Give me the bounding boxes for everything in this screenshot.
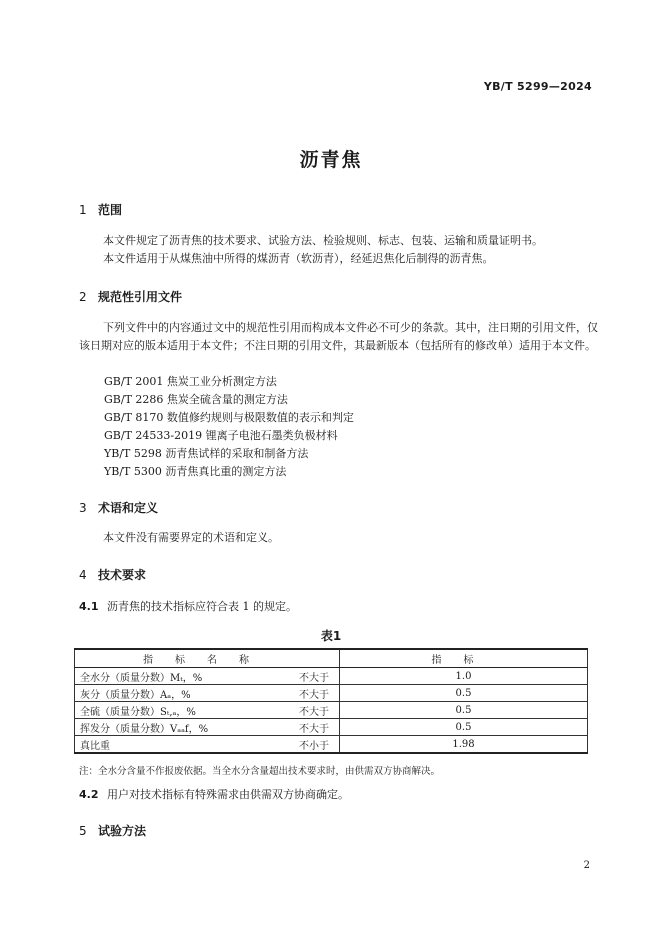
indicator-value: 0.5 (340, 685, 588, 702)
section-title: 试验方法 (98, 824, 147, 838)
page-number: 2 (583, 860, 590, 871)
table-row (75, 736, 588, 754)
section-3-heading (79, 499, 158, 516)
section-4-heading (79, 566, 146, 583)
table-row (75, 668, 588, 685)
reference-item: GB/T 2286 焦炭全硫含量的测定方法 (104, 393, 288, 406)
section-1-heading (79, 201, 122, 218)
section-title: 术语和定义 (98, 501, 159, 515)
indicator-name: 全硫（质量分数）Sₜ,ₐ，% (80, 706, 196, 718)
document-title: 沥青焦 (299, 149, 363, 171)
standard-code: YB/T 5299—2024 (483, 80, 592, 93)
clause-text: 沥青焦的技术指标应符合表 1 的规定。 (107, 600, 297, 613)
indicator-name-cell (75, 668, 340, 685)
reference-item: GB/T 8170 数值修约规则与极限数值的表示和判定 (104, 411, 354, 424)
clause-number: 4.1 (79, 600, 99, 613)
indicator-name-cell (75, 685, 340, 702)
section-title: 规范性引用文件 (98, 290, 183, 304)
limit-qualifier: 不大于 (299, 707, 329, 718)
section-2-paragraph: 下列文件中的内容通过文中的规范性引用而构成本文件必不可少的条款。其中，注日期的引用文件，仅该日期对应的版本适用于本文件；不注日期的引用文件，其最新版本（包括所有的修改单）适用于本文件。 (79, 321, 598, 352)
table-header-row (75, 649, 588, 668)
table-title: 表1 (320, 629, 342, 643)
column-header-name: 指标名称 (75, 649, 340, 668)
clause-4-2 (79, 786, 349, 804)
section-number: 4 (79, 568, 87, 582)
indicator-value: 0.5 (340, 702, 588, 719)
section-1-paragraph-2: 本文件适用于从煤焦油中所得的煤沥青（软沥青），经延迟焦化后制得的沥青焦。 (103, 252, 494, 265)
section-number: 1 (79, 203, 87, 217)
reference-item: GB/T 2001 焦炭工业分析测定方法 (104, 375, 277, 388)
table-row (75, 719, 588, 736)
limit-qualifier: 不大于 (299, 724, 329, 735)
table-row (75, 702, 588, 719)
section-2-heading (79, 288, 182, 305)
section-title: 技术要求 (98, 568, 147, 582)
clause-4-1 (79, 598, 297, 616)
reference-item: GB/T 24533-2019 锂离子电池石墨类负极材料 (104, 429, 338, 442)
indicator-name-cell (75, 719, 340, 736)
section-number: 2 (79, 290, 87, 304)
section-1-paragraph-1: 本文件规定了沥青焦的技术要求、试验方法、检验规则、标志、包装、运输和质量证明书。 (103, 234, 543, 247)
limit-qualifier: 不大于 (299, 673, 329, 684)
indicator-name: 灰分（质量分数）Aₐ，% (80, 689, 191, 701)
clause-number: 4.2 (79, 788, 99, 801)
indicator-name-cell (75, 736, 340, 754)
section-3-paragraph: 本文件没有需要界定的术语和定义。 (103, 531, 279, 544)
reference-item: YB/T 5300 沥青焦真比重的测定方法 (104, 465, 287, 478)
indicator-value: 1.98 (340, 736, 588, 754)
section-number: 3 (79, 501, 87, 515)
section-title: 范围 (98, 203, 123, 217)
indicator-value: 1.0 (340, 668, 588, 685)
column-header-value: 指标 (340, 649, 588, 668)
technical-index-table (74, 648, 588, 754)
limit-qualifier: 不大于 (299, 690, 329, 701)
section-number: 5 (79, 824, 87, 838)
indicator-name-cell (75, 702, 340, 719)
table-note: 注：全水分含量不作报废依据。当全水分含量超出技术要求时，由供需双方协商解决。 (79, 766, 441, 777)
indicator-name: 真比重 (80, 740, 110, 752)
section-5-heading (79, 822, 146, 839)
clause-text: 用户对技术指标有特殊需求由供需双方协商确定。 (107, 788, 349, 801)
indicator-value: 0.5 (340, 719, 588, 736)
table-row (75, 685, 588, 702)
indicator-name: 全水分（质量分数）Mₜ，% (80, 672, 203, 684)
limit-qualifier: 不小于 (299, 741, 329, 752)
reference-item: YB/T 5298 沥青焦试样的采取和制备方法 (104, 447, 309, 460)
indicator-name: 挥发分（质量分数）Vₐₐf，% (80, 723, 209, 735)
